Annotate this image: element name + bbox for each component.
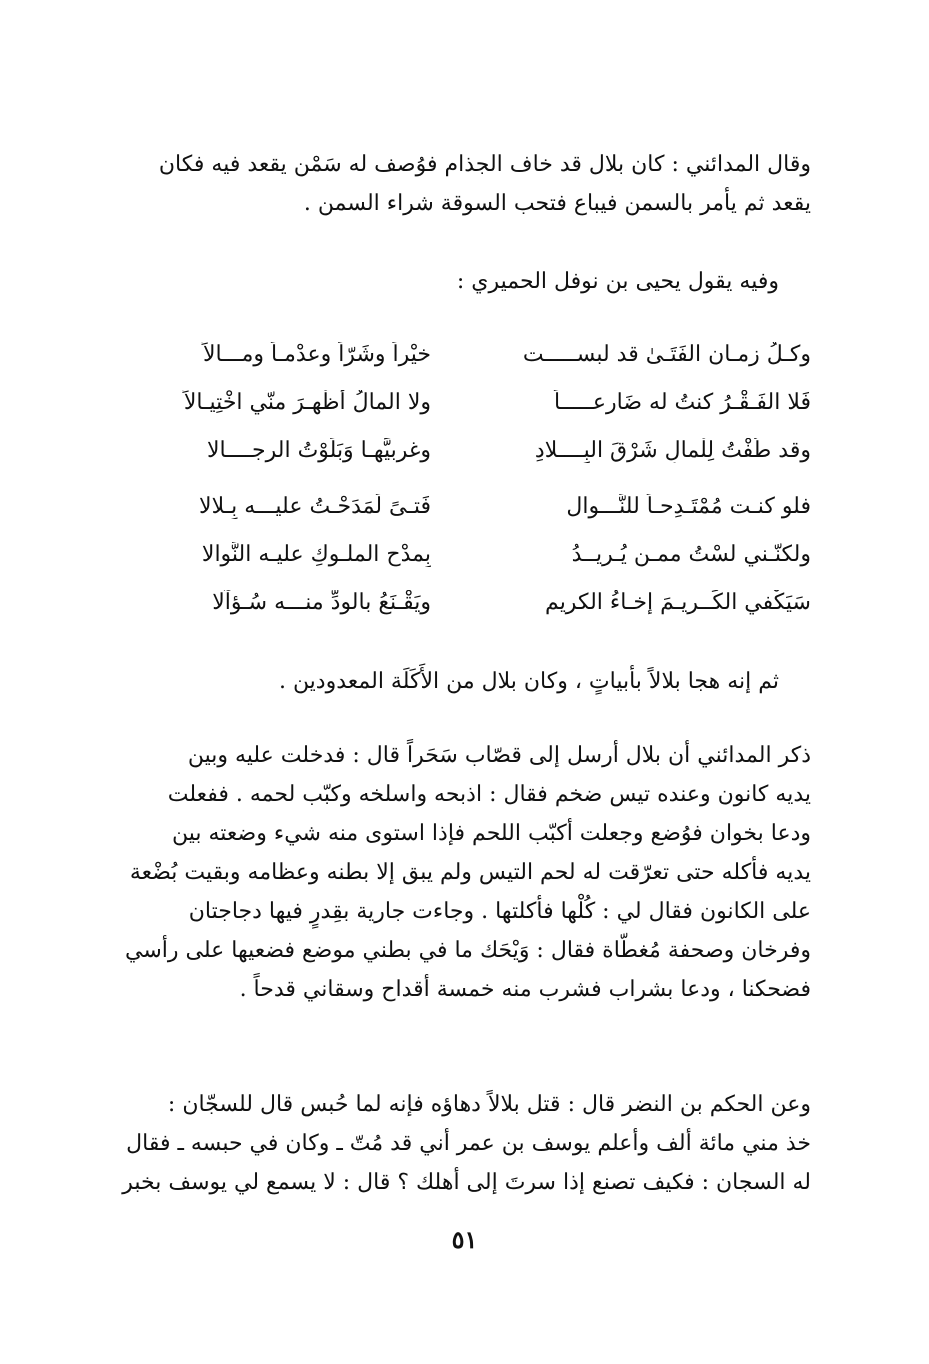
verse-first-hemistich: وكـلُ زمـان الفَتَـىٰ قد لبســـــت [522, 341, 811, 367]
verse-row [121, 482, 811, 530]
text-line: يديه فأكله حتى تعرّقت له لحم التيس ولم يبق إلا بطنه وعظامه وبقيت بُضْعة [129, 860, 811, 885]
verse-row [121, 378, 811, 426]
text-line: له السجان : فكيف تصنع إذا سرتَ إلى أهلك ؟ قال : لا يسمع لي يوسف بخبر [122, 1170, 811, 1195]
verse-row [121, 426, 811, 474]
text-line: ثم إنه هجا بلالاً بأبياتٍ ، وكان بلال من الأَكَلَة المعدودين . [278, 669, 779, 694]
text-line: وعن الحكم بن النضر قال : قتل بلالاً دهاؤه فإنه لما حُبس قال للسجّان : [167, 1092, 811, 1117]
verse-first-hemistich: سَيَكْفي الكَــريـمَ إِخـاءُ الكريم [545, 589, 811, 615]
verse-second-hemistich: ولا المالُ أَظْهـرَ منّي اخْتِيـالاً [183, 389, 431, 415]
verse-first-hemistich: فلو كنـت مُمْتَـدِحـاً للنَّـــوال [566, 493, 811, 519]
paragraph-hakam-story [121, 1085, 811, 1202]
paragraph-yahya-intro [89, 262, 779, 301]
text-line: على الكانون فقال لي : كُلْها فأكلتها . وجاءت جارية بقِدرٍ فيها دجاجتان [188, 899, 811, 924]
verse-second-hemistich: فَتـىً لَمَدَحْـتُ عليـــه بِـلالا [199, 493, 431, 519]
page-number: ٥١ [451, 1225, 478, 1254]
verse-second-hemistich: وغربيَّهـا وَبَلَوْتُ الرجــــالا [207, 437, 431, 463]
text-line: خذ مني مائة ألف وأعلم يوسف بن عمر أني قد مُتّ ـ وكان في حبسه ـ فقال [126, 1131, 811, 1156]
verse-row [121, 330, 811, 378]
verse-first-hemistich: ولكنّـني لسْتُ ممـن يُـريــدُ [571, 541, 811, 567]
verse-second-hemistich: ويَقْـنَعُ بالوِدِّ منـــه سُـؤآلا [212, 589, 431, 615]
paragraph-hija-note [89, 662, 779, 701]
paragraph-madaini-quote [121, 145, 811, 223]
verse-row [121, 578, 811, 626]
verse-first-hemistich: وقد طُفْتُ لِلْمالِ شَرْقَ البِــــلادِ [534, 437, 811, 463]
text-line: فضحكنا ، ودعا بشراب فشرب منه خمسة أقداح وسقاني قدحاً . [239, 977, 811, 1002]
text-line: ودعا بخوان فوُضع وجعلت أكبّب اللحم فإذا استوى منه شيء وضعته بين [172, 821, 811, 846]
poem [121, 330, 811, 626]
text-line: وفيه يقول يحيى بن نوفل الحميري : [456, 269, 779, 294]
text-line: وفرخان وصحفة مُغطّاة فقال : وَيْحَك ما في بطني موضع فضعيها على رأسي [125, 938, 811, 963]
paragraph-qassab-story [121, 736, 811, 1009]
text-line: يديه كانون وعنده تيس ضخم فقال : اذبحه واسلخه وكبّب لحمه . ففعلت [167, 782, 811, 807]
verse-second-hemistich: خيْراً وشَرّاً وعدْمـاً ومـــالاً [202, 341, 431, 367]
verse-first-hemistich: فَلا الفَـقْـرُ كنتُ له ضَارعـــــاً [554, 389, 811, 415]
verse-second-hemistich: بِمدْح الملـوكِ عليـه النَّوالا [201, 541, 431, 567]
verse-row [121, 530, 811, 578]
text-line: ذكر المدائني أن بلال أرسل إلى قصّاب سَحَراً قال : فدخلت عليه وبين [187, 743, 811, 768]
text-line: وقال المدائني : كان بلال قد خاف الجذام فوُصف له سَمْن يقعد فيه فكان [158, 152, 811, 177]
text-line: يقعد ثم يأمر بالسمن فيباع فتحب السوقة شراء السمن . [303, 191, 811, 216]
